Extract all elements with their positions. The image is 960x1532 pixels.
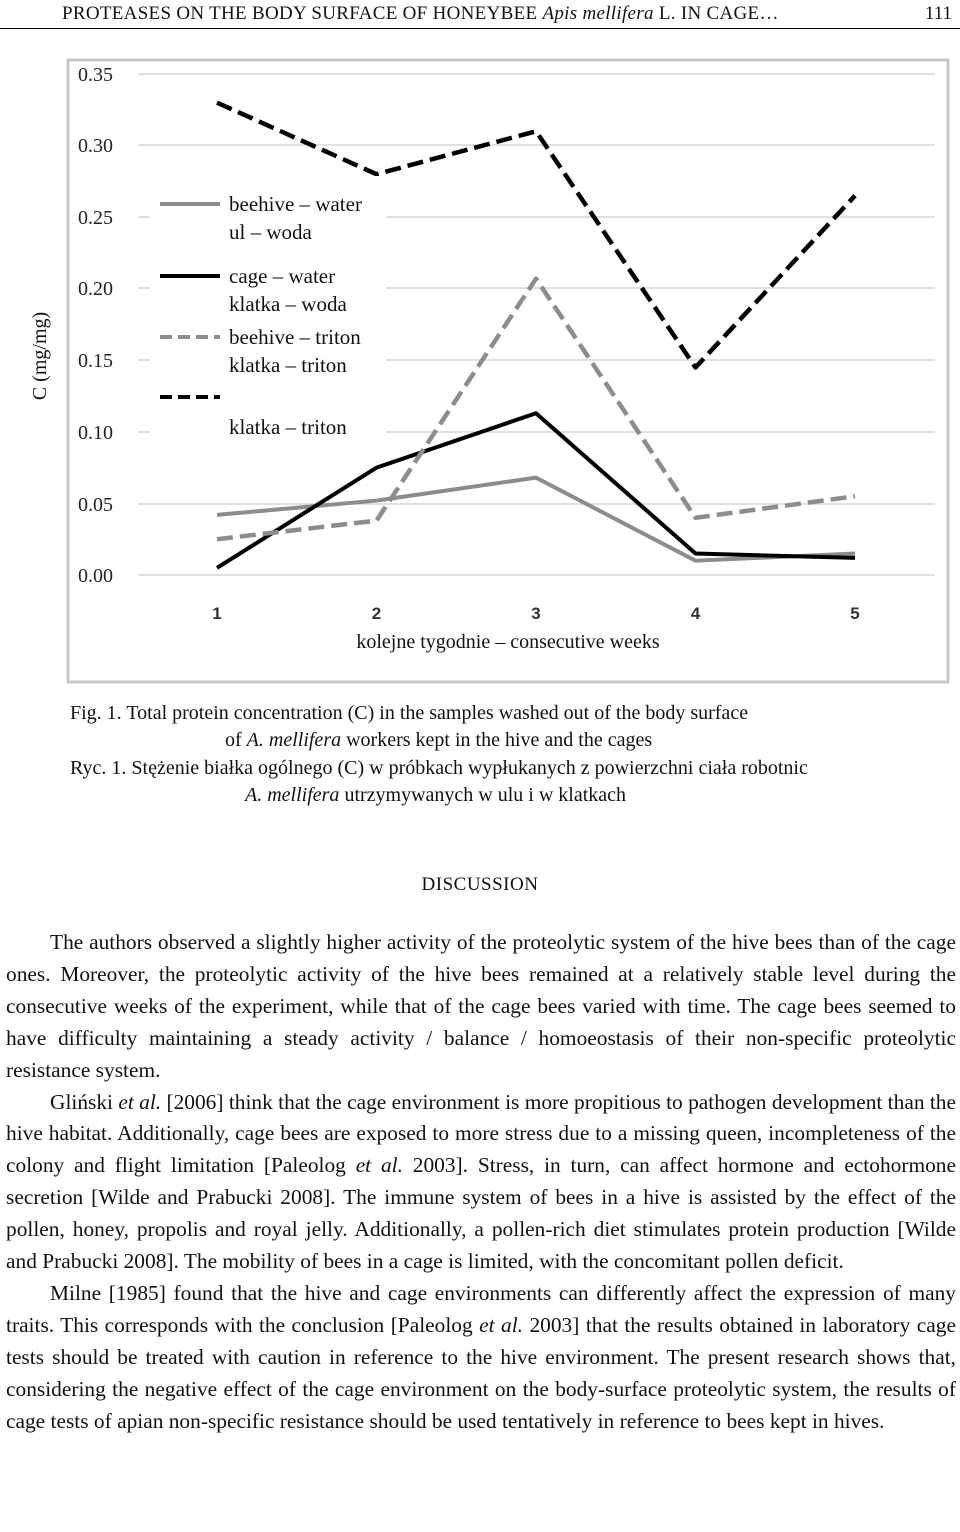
x-axis-label: kolejne tygodnie – consecutive weeks <box>356 631 660 653</box>
y-tick-label: 0.20 <box>78 278 113 300</box>
caption-pl-line-1: Ryc. 1. Stężenie białka ogólnego (C) w próbkach wypłukanych z powierzchni ciała robotnic <box>70 757 808 779</box>
paragraph-2: Gliński et al. [2006] think that the cage environment is more propitious to pathogen development than the hive habitat. Additionally, cage bees are exposed to more stress due to a missing queen, incompleteness of the colony and flight limitation [Paleolog et al. 2003]. Stress, in turn, can affect hormone and ectohormone secretion [Wilde and Prabucki 2008]. The immune system of bees in a hive is assisted by the effect of the pollen, honey, propolis and royal jelly. Additionally, a pollen-rich diet stimulates protein production [Wilde and Prabucki 2008]. The mobility of bees in a cage is limited, with the concomitant pollen deficit. <box>6 1089 956 1274</box>
caption-en-line-2: of A. mellifera workers kept in the hive and the cages <box>225 729 653 751</box>
y-tick-label: 0.25 <box>78 207 113 229</box>
y-tick-label: 0.35 <box>78 64 113 86</box>
y-tick-label: 0.00 <box>78 565 113 587</box>
y-axis-label: C (mg/mg) <box>29 311 51 401</box>
legend-label: cage – water <box>229 264 336 288</box>
header-species: Apis mellifera <box>542 3 654 24</box>
x-tick-label: 4 <box>690 604 701 623</box>
legend-label: beehive – triton <box>229 325 361 349</box>
line-chart <box>0 0 960 690</box>
legend-label: beehive – water <box>229 192 362 216</box>
legend-label: klatka – woda <box>229 292 347 316</box>
caption-pl-line-2: A. mellifera utrzymywanych w ulu i w klatkach <box>245 784 627 806</box>
y-tick-label: 0.15 <box>78 350 113 372</box>
discussion-body <box>6 927 956 1438</box>
x-tick-label: 2 <box>371 604 382 623</box>
section-heading: DISCUSSION <box>421 874 539 895</box>
x-tick-label: 5 <box>850 604 860 623</box>
y-tick-label: 0.10 <box>78 422 113 444</box>
legend-label: klatka – triton <box>229 353 347 377</box>
paragraph-1: The authors observed a slightly higher activity of the proteolytic system of the hive bees than of the cage ones. Moreover, the proteolytic activity of the hive bees remained at a relatively stable level during the consecutive weeks of the experiment, while that of the cage bees varied with time. The cage bees seemed to have difficulty maintaining a steady activity / balance / homoeostasis of their non-specific proteolytic resistance system. <box>6 930 956 1082</box>
x-tick-label: 3 <box>531 604 541 623</box>
caption-en-line-1: Fig. 1. Total protein concentration (C) in the samples washed out of the body surface <box>70 702 749 724</box>
page-number: 111 <box>924 3 952 24</box>
legend-label: klatka – triton <box>229 415 347 439</box>
legend-label: ul – woda <box>229 220 312 244</box>
running-header-title: PROTEASES ON THE BODY SURFACE OF HONEYBEE Apis mellifera L. IN CAGE… <box>62 3 779 24</box>
y-tick-label: 0.30 <box>78 135 113 157</box>
paragraph-3: Milne [1985] found that the hive and cage environments can differently affect the expression of many traits. This corresponds with the conclusion [Paleolog et al. 2003] that the results obtained in laboratory cage tests should be treated with caution in reference to the hive environment. The present research shows that, considering the negative effect of the cage environment on the body-surface proteolytic system, the results of cage tests of apian non-specific resistance should be used tentatively in reference to bees kept in hives. <box>6 1280 956 1433</box>
x-tick-label: 1 <box>212 604 222 623</box>
y-tick-label: 0.05 <box>78 494 113 516</box>
figure-chart <box>0 0 960 695</box>
